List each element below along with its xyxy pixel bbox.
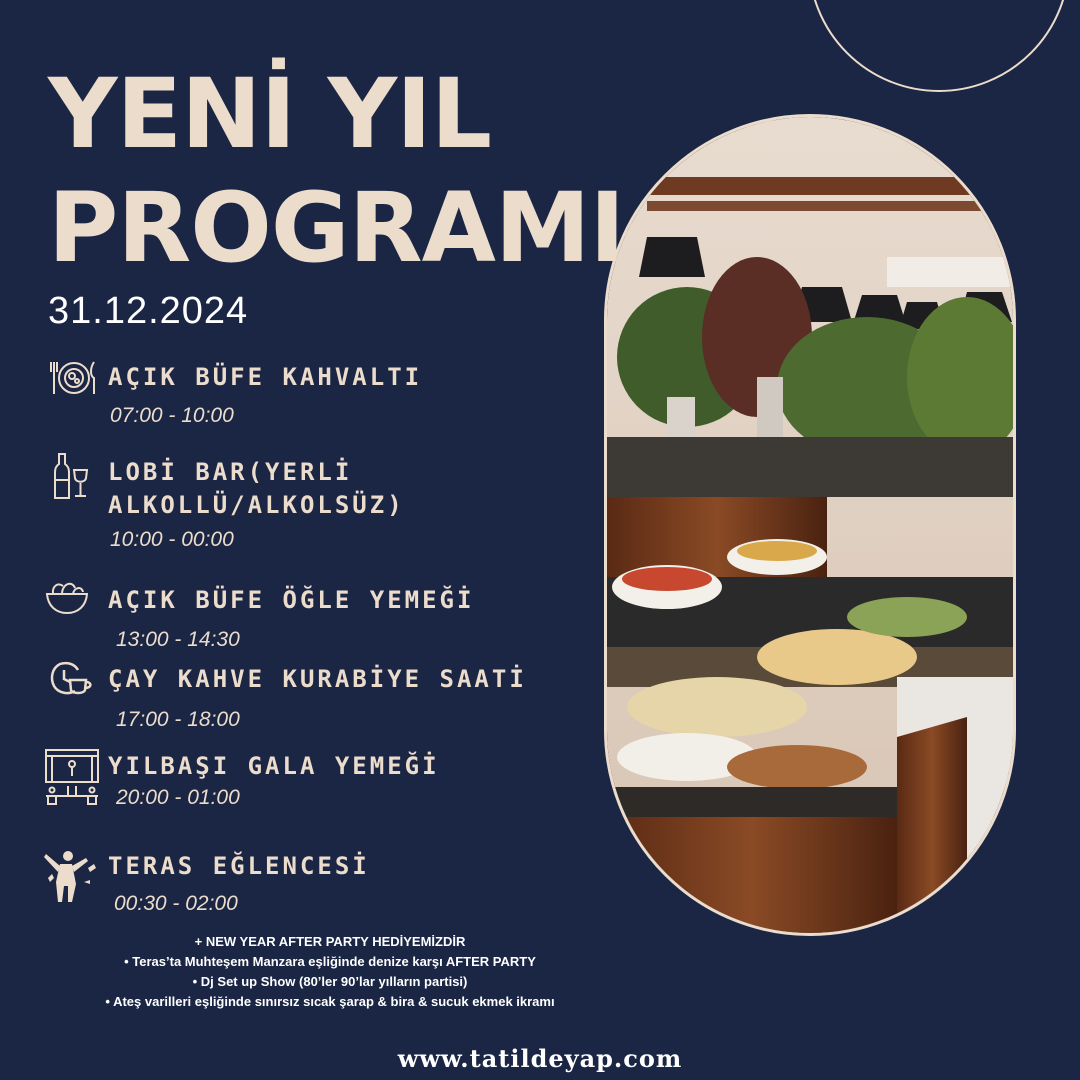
event-label-tea-coffee: ÇAY KAHVE KURABİYE SAATİ <box>108 665 527 693</box>
event-time-gala-dinner: 20:00 - 01:00 <box>116 786 240 809</box>
note-item: • Teras’ta Muhteşem Manzara eşliğinde denize karşı AFTER PARTY <box>124 954 536 969</box>
event-time-breakfast: 07:00 - 10:00 <box>110 404 234 427</box>
title-line-1: YENİ YIL <box>48 58 491 170</box>
event-label-gala-dinner: YILBAŞI GALA YEMEĞİ <box>108 752 440 780</box>
note-item: • Ateş varilleri eşliğinde sınırsız sıcak şarap & bira & sucuk ekmek ikramı <box>105 994 555 1009</box>
breakfast-plate-icon <box>50 358 98 398</box>
event-time-tea-coffee: 17:00 - 18:00 <box>116 708 240 731</box>
event-label-lunch: AÇIK BÜFE ÖĞLE YEMEĞİ <box>108 586 475 614</box>
event-label-breakfast: AÇIK BÜFE KAHVALTI <box>108 363 423 391</box>
event-date: 31.12.2024 <box>48 290 249 332</box>
event-time-lunch: 13:00 - 14:30 <box>116 628 240 651</box>
wine-bottle-icon <box>52 452 90 500</box>
clock-cup-icon <box>48 660 94 696</box>
party-people-icon <box>42 848 98 906</box>
title-line-2: PROGRAMI <box>48 172 625 284</box>
event-label-lobby-bar-line-2: ALKOLLÜ/ALKOLSÜZ) <box>108 491 405 519</box>
notes-list <box>40 932 620 1012</box>
website-url[interactable]: www.tatildeyap.com <box>397 1044 683 1073</box>
stage-dinner-icon <box>44 748 100 806</box>
event-time-terrace-party: 00:30 - 02:00 <box>114 892 238 915</box>
note-item: + NEW YEAR AFTER PARTY HEDİYEMİZDİR <box>194 934 466 949</box>
note-item: • Dj Set up Show (80’ler 90’lar yılların partisi) <box>192 974 468 989</box>
decorative-circle <box>808 0 1070 92</box>
event-label-terrace-party: TERAS EĞLENCESİ <box>108 852 370 880</box>
event-label-lobby-bar-line-1: LOBİ BAR(YERLİ <box>108 458 353 486</box>
event-time-lobby-bar: 10:00 - 00:00 <box>110 528 234 551</box>
buffet-photo <box>604 114 1016 936</box>
salad-bowl-icon <box>44 576 90 616</box>
